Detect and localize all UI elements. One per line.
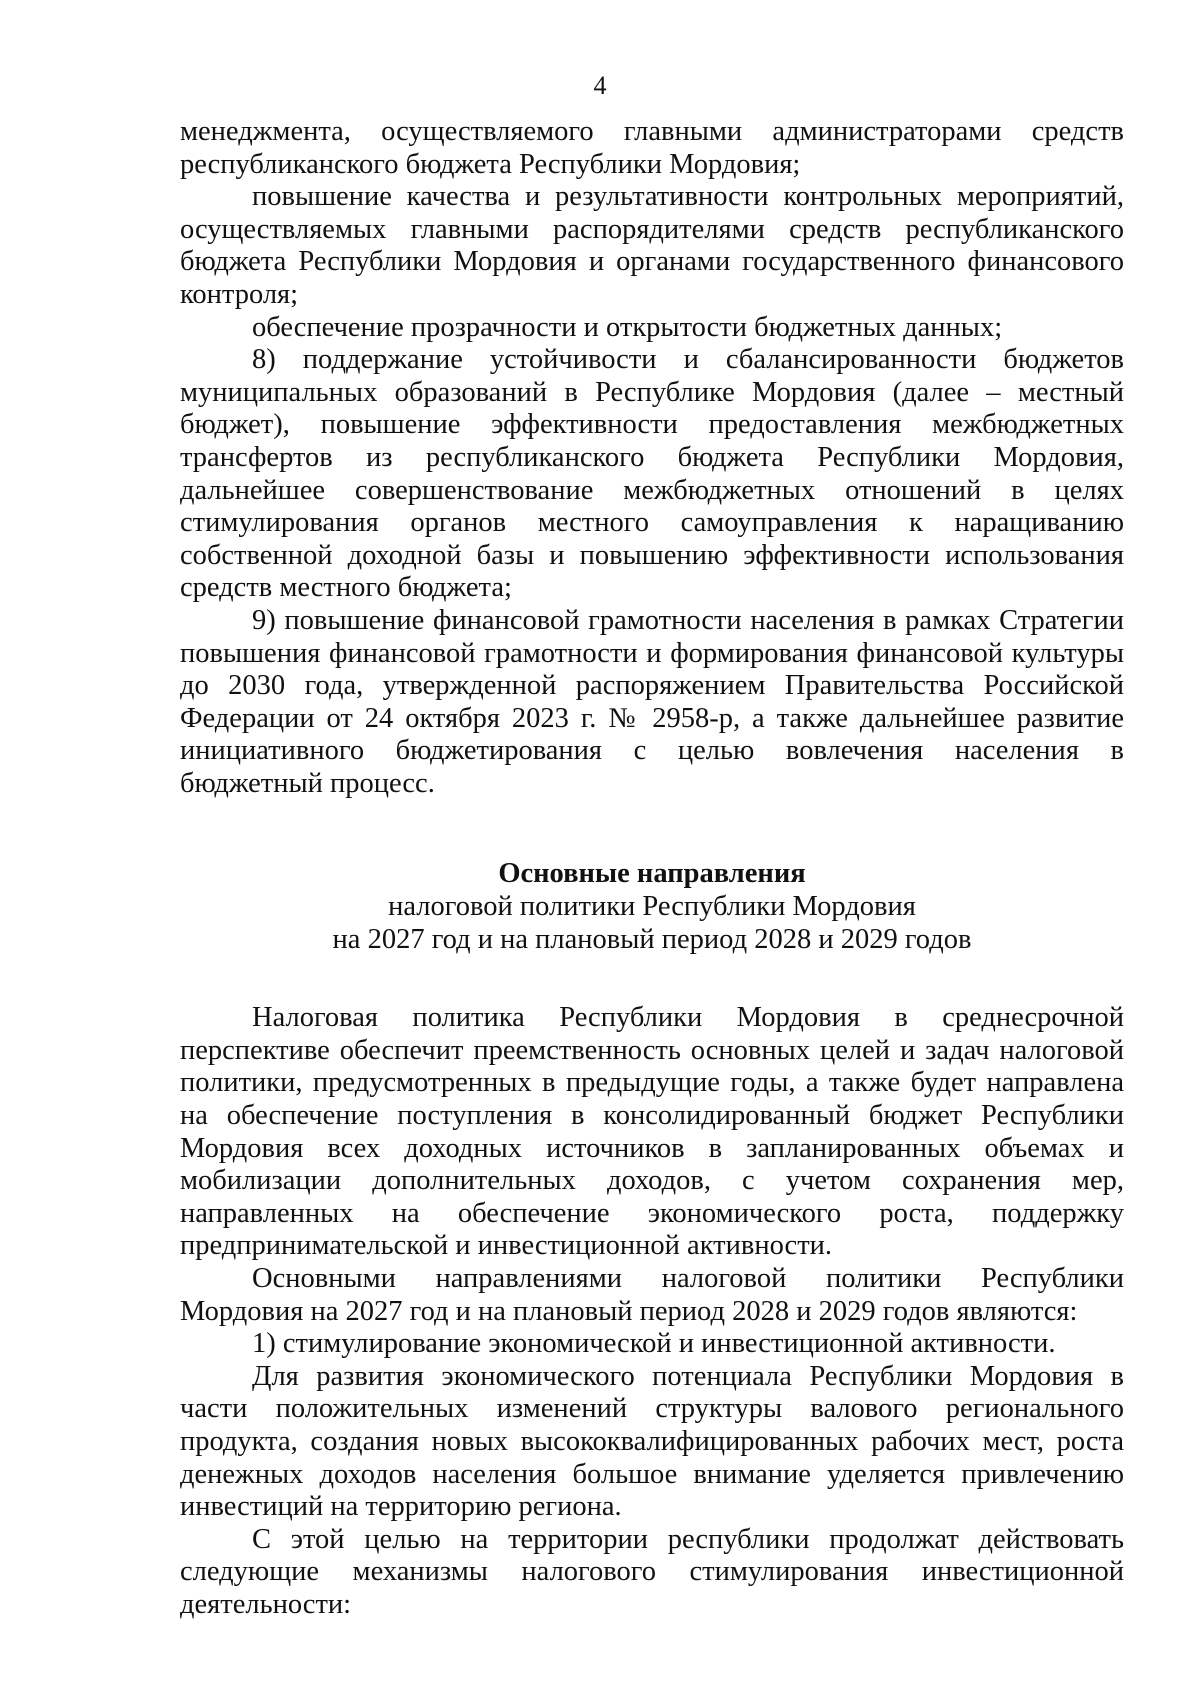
paragraph: повышение качества и результативности контрольных мероприятий, осуществляемых главными распорядителями средств республиканского бюджета Республики Мордовия и органами государственного финансового контроля; <box>180 181 1124 310</box>
paragraph: 9) повышение финансовой грамотности населения в рамках Стратегии повышения финансовой грамотности и формирования финансовой культуры до 2030 года, утвержденной распоряжением Правительства Российской Федерации от 24 октября 2023 г. № 2958-р, а также дальнейшее развитие инициативного бюджетирования с целью вовлечения населения в бюджетный процесс. <box>180 604 1124 799</box>
paragraph: Налоговая политика Республики Мордовия в среднесрочной перспективе обеспечит преемственность основных целей и задач налоговой политики, предусмотренных в предыдущие годы, а также будет направлена на обеспечение поступления в консолидированный бюджет Республики Мордовия всех доходных источников в запланированных объемах и мобилизации дополнительных доходов, с учетом сохранения мер, направленных на обеспечение экономического роста, поддержку предпринимательской и инвестиционной активности. <box>180 1002 1124 1262</box>
document-body <box>180 116 1124 1622</box>
paragraph: С этой целью на территории республики продолжат действовать следующие механизмы налогового стимулирования инвестиционной деятельности: <box>180 1523 1124 1620</box>
paragraph: обеспечение прозрачности и открытости бюджетных данных; <box>252 311 1003 343</box>
section-heading-title: Основные направления <box>498 858 806 890</box>
paragraph: 1) стимулирование экономической и инвестиционной активности. <box>252 1328 1056 1360</box>
section-heading <box>180 858 1124 956</box>
paragraph: Основными направлениями налоговой политики Республики Мордовия на 2027 год и на плановый период 2028 и 2029 годов являются: <box>180 1263 1124 1327</box>
paragraph: менеджмента, осуществляемого главными администраторами средств республиканского бюджета Республики Мордовия; <box>180 116 1124 180</box>
section-heading-period: на 2027 год и на плановый период 2028 и 2029 годов <box>332 923 972 955</box>
paragraph: 8) поддержание устойчивости и сбалансированности бюджетов муниципальных образований в Республике Мордовия (далее – местный бюджет), повышение эффективности предоставления межбюджетных трансфертов из республиканского бюджета Республики Мордовия, дальнейшее совершенствование межбюджетных отношений в целях стимулирования органов местного самоуправления к наращиванию собственной доходной базы и повышению эффективности использования средств местного бюджета; <box>180 344 1124 604</box>
page-number: 4 <box>593 71 607 100</box>
section-heading-subtitle: налоговой политики Республики Мордовия <box>388 891 916 923</box>
paragraph: Для развития экономического потенциала Республики Мордовия в части положительных изменений структуры валового регионального продукта, создания новых высококвалифицированных рабочих мест, роста денежных доходов населения большое внимание уделяется привлечению инвестиций на территорию региона. <box>180 1360 1124 1523</box>
